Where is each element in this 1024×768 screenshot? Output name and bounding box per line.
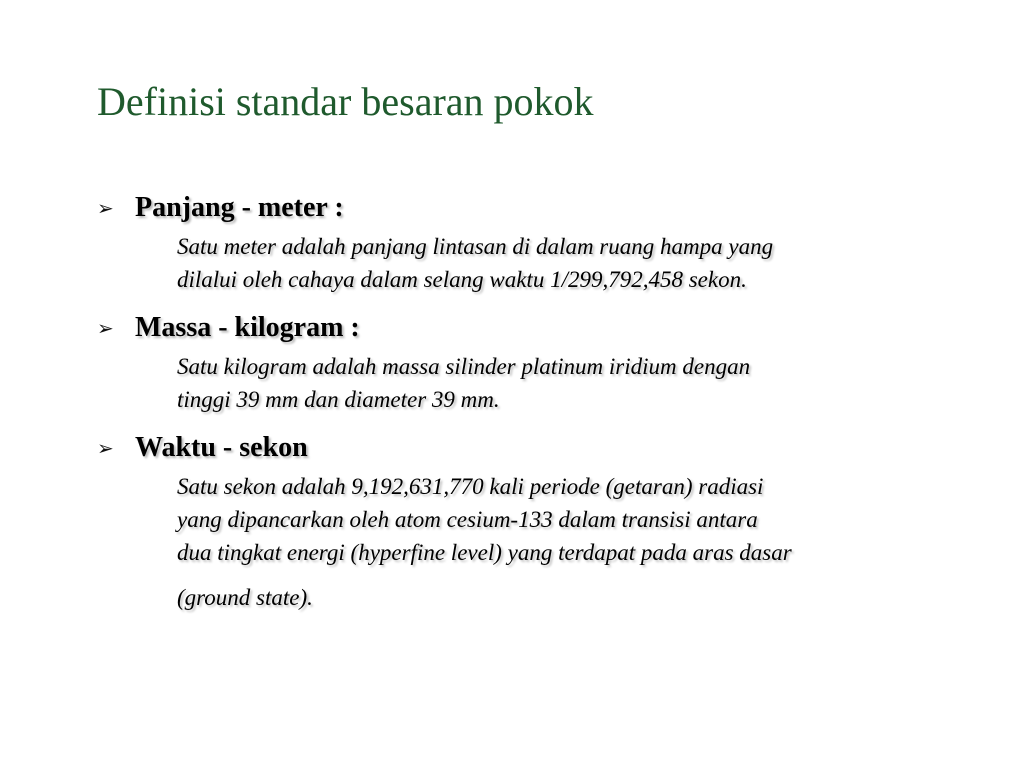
- bullet-list: [95, 190, 955, 628]
- description-line: yang dipancarkan oleh atom cesium-133 dalam transisi antara: [177, 507, 758, 532]
- description-line: Satu meter adalah panjang lintasan di dalam ruang hampa yang: [177, 234, 774, 259]
- item-description: [177, 230, 947, 296]
- slide-title: Definisi standar besaran pokok: [97, 79, 594, 124]
- item-heading: Panjang - meter :: [135, 192, 344, 223]
- description-line: tinggi 39 mm dan diameter 39 mm.: [177, 387, 500, 412]
- description-line: Satu sekon adalah 9,192,631,770 kali periode (getaran) radiasi: [177, 474, 764, 499]
- description-line: dilalui oleh cahaya dalam selang waktu 1/299,792,458 sekon.: [177, 267, 747, 292]
- item-description: [177, 470, 947, 614]
- description-line: Satu kilogram adalah massa silinder platinum iridium dengan: [177, 354, 751, 379]
- item-description: [177, 350, 947, 416]
- item-heading: Massa - kilogram :: [135, 312, 360, 343]
- arrow-bullet-icon: ➢: [97, 317, 114, 340]
- description-line: (ground state).: [177, 585, 313, 610]
- item-heading: Waktu - sekon: [135, 432, 308, 463]
- list-item-waktu: [95, 430, 955, 614]
- arrow-bullet-icon: ➢: [97, 437, 114, 460]
- list-item-panjang: [95, 190, 955, 296]
- list-item-massa: [95, 310, 955, 416]
- arrow-bullet-icon: ➢: [97, 197, 114, 220]
- description-line: dua tingkat energi (hyperfine level) yang terdapat pada aras dasar: [177, 540, 792, 565]
